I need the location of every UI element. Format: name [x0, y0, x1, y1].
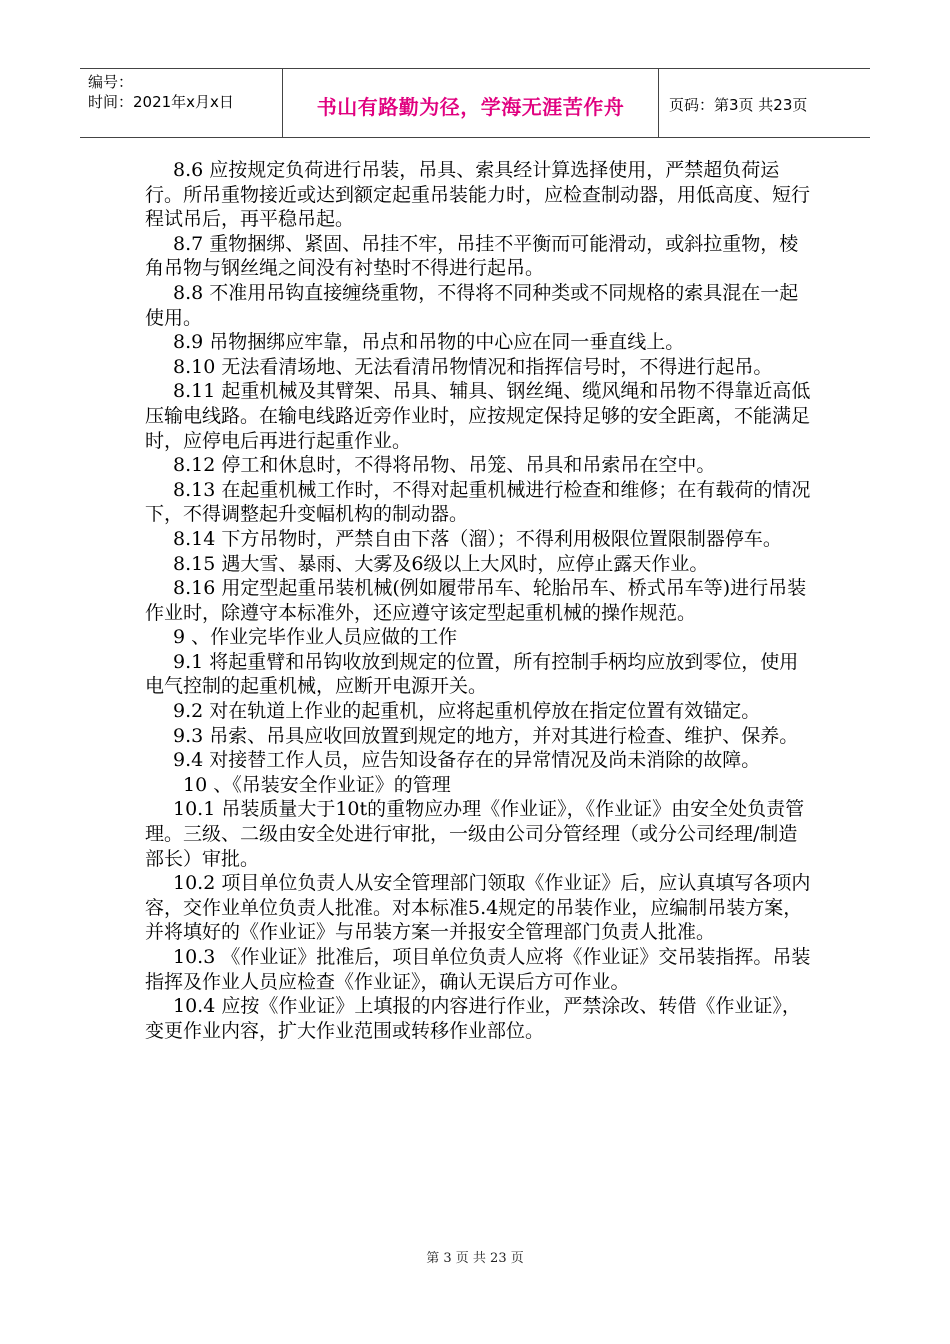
section-heading-9: 9 、作业完毕作业人员应做的工作 [173, 626, 458, 649]
paragraph-9-3: 9.3 吊索、吊具应收回放置到规定的地方，并对其进行检查、维护、保养。 [173, 724, 799, 747]
paragraph-8-14: 8.14 下方吊物时，严禁自由下落（溜）；不得利用极限位置限制器停车。 [173, 527, 782, 550]
paragraph-8-12: 8.12 停工和休息时，不得将吊物、吊笼、吊具和吊索吊在空中。 [173, 454, 716, 477]
paragraph-9-2: 9.2 对在轨道上作业的起重机，应将起重机停放在指定位置有效锚定。 [173, 700, 761, 723]
paragraph-8-15: 8.15 遇大雪、暴雨、大雾及6级以上大风时，应停止露天作业。 [173, 552, 709, 575]
paragraph-10-3: 10.3 《作业证》批准后，项目单位负责人应将《作业证》交吊装指挥。吊装指挥及作业人员应检查《作业证》，确认无误后方可作业。 [145, 946, 811, 993]
paragraph-8-7: 8.7 重物捆绑、紧固、吊挂不牢，吊挂不平衡而可能滑动，或斜拉重物，棱角吊物与钢丝绳之间没有衬垫时不得进行起吊。 [145, 232, 799, 280]
paragraph-8-9: 8.9 吊物捆绑应牢靠，吊点和吊物的中心应在同一垂直线上。 [173, 331, 685, 354]
paragraph-10-1: 10.1 吊装质量大于10t的重物应办理《作业证》，《作业证》由安全处负责管理。三级、二级由安全处进行审批，一级由公司分管经理（或分公司经理/制造部长）审批。 [145, 798, 805, 870]
page-header [80, 68, 870, 138]
paragraph-8-8: 8.8 不准用吊钩直接缠绕重物，不得将不同种类或不同规格的索具混在一起使用。 [145, 281, 799, 329]
paragraph-8-10: 8.10 无法看清场地、无法看清吊物情况和指挥信号时，不得进行起吊。 [173, 355, 773, 378]
paragraph-10-2: 10.2 项目单位负责人从安全管理部门领取《作业证》后，应认真填写各项内容，交作业单位负责人批准。对本标准5.4规定的吊装作业，应编制吊装方案，并将填好的《作业证》与吊装方案一并报安全管理部门负责人批准。 [145, 872, 811, 944]
header-meta-cell [80, 69, 283, 137]
header-page-info: 页码：第3页 共23页 [669, 96, 808, 114]
section-heading-10: 10 、《吊装安全作业证》的管理 [183, 773, 451, 796]
document-date-label: 时间：2021年x月x日 [88, 93, 234, 111]
header-page-cell [659, 69, 870, 137]
paragraph-8-13: 8.13 在起重机械工作时，不得对起重机械进行检查和维修；在有载荷的情况下，不得调整起升变幅机构的制动器。 [145, 478, 811, 526]
paragraph-8-16: 8.16 用定型起重吊装机械(例如履带吊车、轮胎吊车、桥式吊车等)进行吊装作业时，除遵守本标准外，还应遵守该定型起重机械的操作规范。 [145, 577, 807, 624]
header-motto-cell [283, 69, 659, 137]
paragraph-10-4: 10.4 应按《作业证》上填报的内容进行作业，严禁涂改、转借《作业证》，变更作业内容，扩大作业范围或转移作业部位。 [145, 995, 801, 1042]
page-footer: 第 3 页 共 23 页 [426, 1251, 524, 1266]
paragraph-9-4: 9.4 对接替工作人员，应告知设备存在的异常情况及尚未消除的故障。 [173, 749, 761, 772]
paragraph-8-6: 8.6 应按规定负荷进行吊装，吊具、索具经计算选择使用，严禁超负荷运行。所吊重物接近或达到额定起重吊装能力时，应检查制动器，用低高度、短行程试吊后，再平稳吊起。 [145, 159, 811, 231]
header-motto: 书山有路勤为径，学海无涯苦作舟 [316, 95, 625, 119]
paragraph-9-1: 9.1 将起重臂和吊钩收放到规定的位置，所有控制手柄均应放到零位，使用电气控制的起重机械，应断开电源开关。 [145, 650, 799, 698]
document-number-label: 编号： [88, 73, 134, 91]
document-body [145, 158, 815, 1043]
paragraph-8-11: 8.11 起重机械及其臂架、吊具、辅具、钢丝绳、缆风绳和吊物不得靠近高低压输电线路。在输电线路近旁作业时，应按规定保持足够的安全距离，不能满足时，应停电后再进行起重作业。 [145, 380, 811, 452]
